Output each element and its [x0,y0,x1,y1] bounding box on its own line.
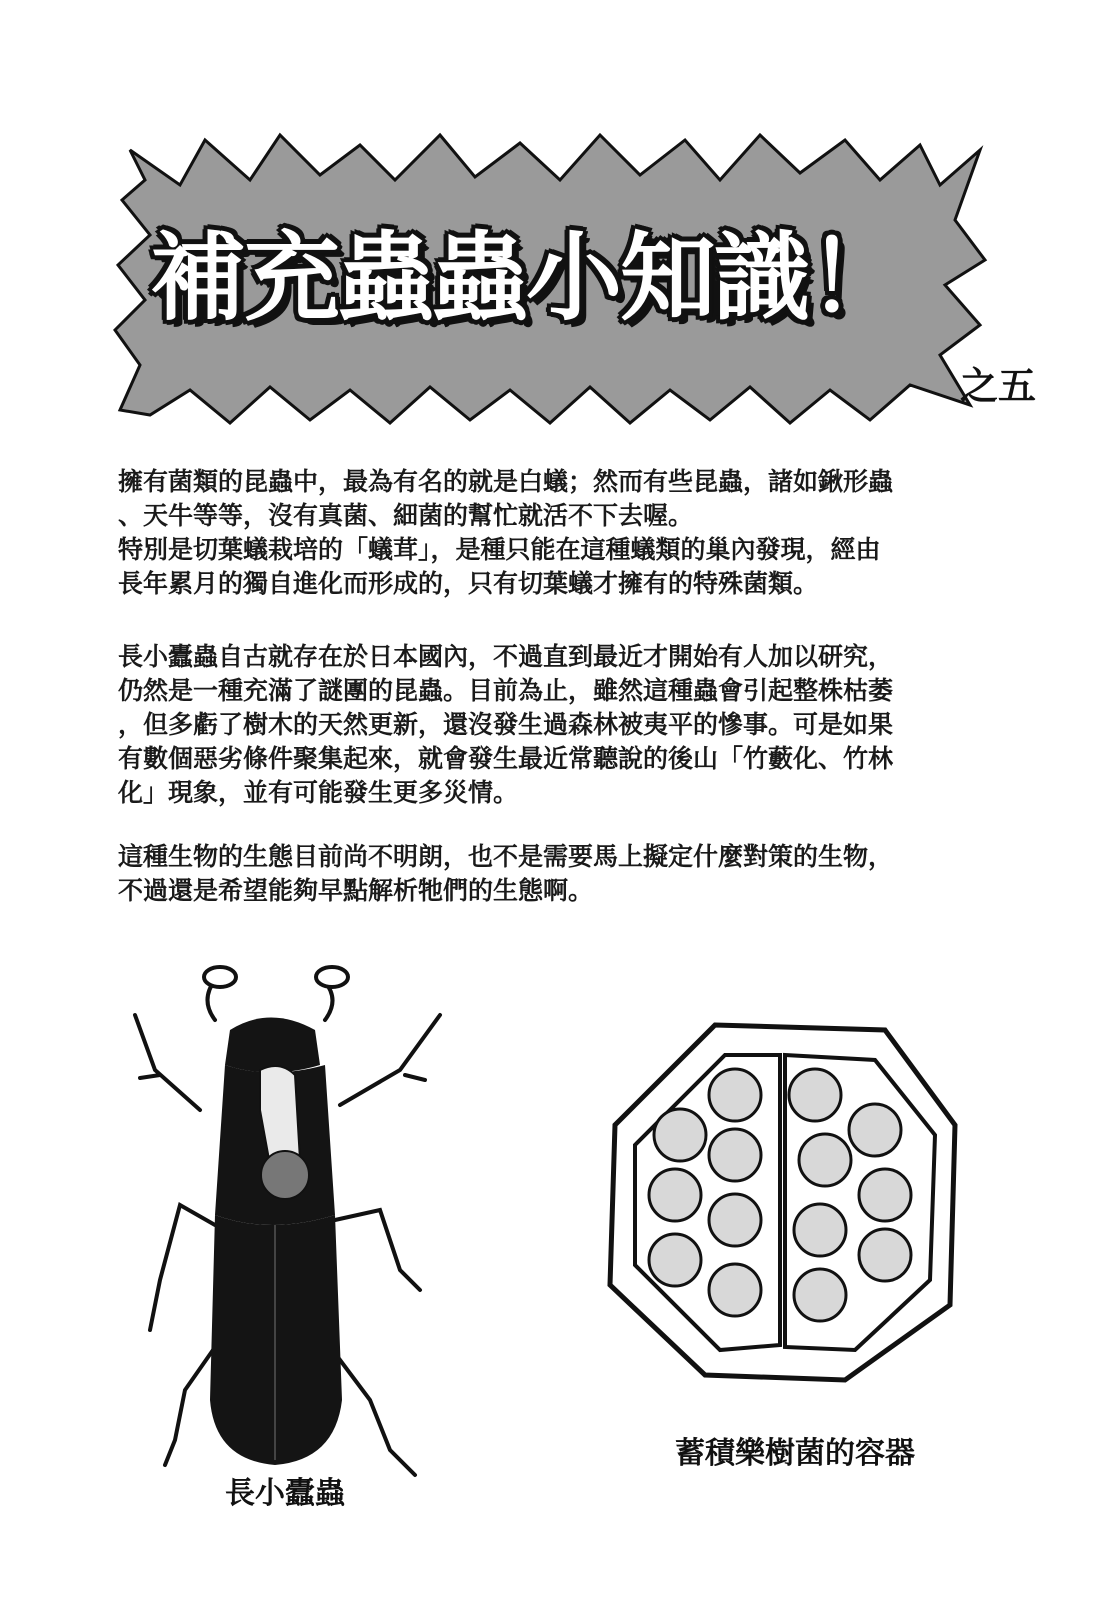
text-line: 長年累月的獨自進化而形成的，只有切葉蟻才擁有的特殊菌類。 [118,569,819,598]
paragraph-3 [118,840,978,908]
beetle-caption: 長小蠹蟲 [225,1476,345,1511]
page-subtitle: 之五 [960,364,1037,408]
beetle-head [225,1018,320,1073]
fungus-container-illustration [595,1015,970,1390]
text-line: 不過還是希望能夠早點解析牠們的生態啊。 [118,876,594,905]
text-line: 擁有菌類的昆蟲中，最為有名的就是白蟻；然而有些昆蟲，諸如鍬形蟲 [118,467,894,496]
text-line: ，但多虧了樹木的天然更新，還沒發生過森林被夷平的慘事。可是如果 [118,710,894,739]
page-title: 補充蟲蟲小知識！ [150,222,902,334]
paragraph-2 [118,640,978,810]
text-line: 有數個惡劣條件聚集起來，就會發生最近常聽說的後山「竹藪化、竹林 [118,744,894,773]
container-caption: 蓄積樂樹菌的容器 [675,1436,915,1471]
text-line: 、天牛等等，沒有真菌、細菌的幫忙就活不下去喔。 [118,501,694,530]
text-line: 這種生物的生態目前尚不明朗，也不是需要馬上擬定什麼對策的生物， [118,842,894,871]
text-line: 化」現象，並有可能發生更多災情。 [118,778,519,807]
text-line: 長小蠹蟲自古就存在於日本國內，不過直到最近才開始有人加以研究， [118,642,894,671]
text-line: 特別是切葉蟻栽培的「蟻茸」，是種只能在這種蟻類的巢內發現，經由 [118,535,881,564]
beetle-illustration [120,960,480,1480]
paragraph-1 [118,465,978,601]
text-line: 仍然是一種充滿了謎團的昆蟲。目前為止，雖然這種蟲會引起整株枯萎 [118,676,894,705]
